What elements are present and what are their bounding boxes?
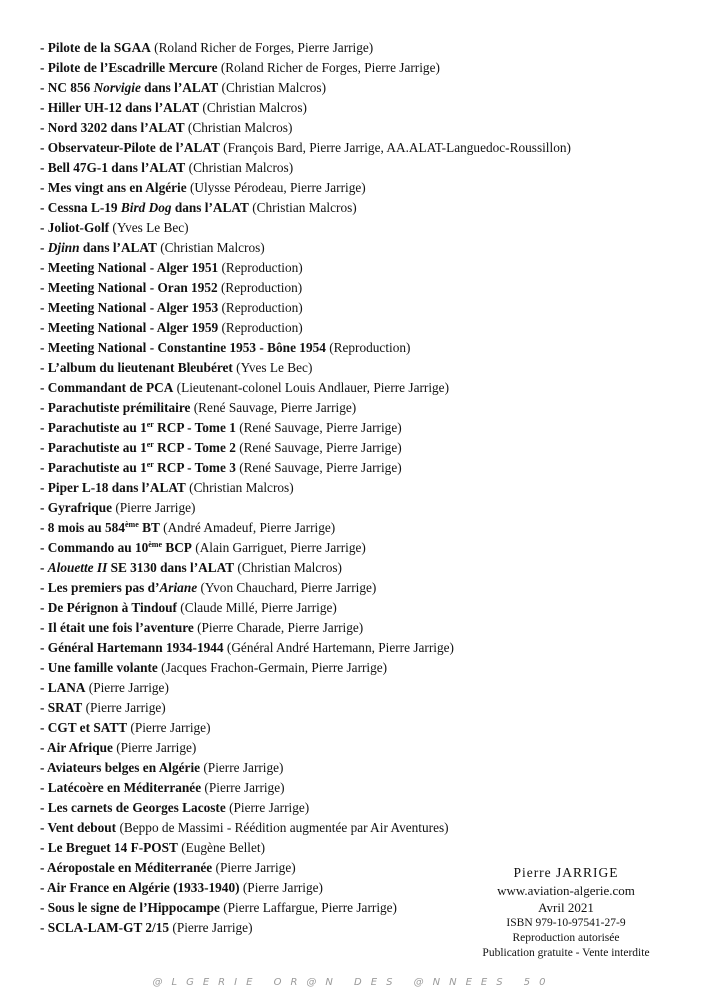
publication-authors: (René Sauvage, Pierre Jarrige) (190, 400, 357, 415)
list-item (40, 138, 690, 158)
publication-authors: (Roland Richer de Forges, Pierre Jarrige) (150, 40, 374, 55)
publication-title: - Air France en Algérie (1933-1940) (40, 880, 240, 895)
list-item (40, 298, 690, 318)
list-item (40, 638, 690, 658)
publication-authors: (Reproduction) (218, 320, 303, 335)
list-item (40, 258, 690, 278)
publication-authors: (Alain Garriguet, Pierre Jarrige) (191, 540, 366, 555)
publication-authors: (Reproduction) (218, 260, 303, 275)
publication-title: - Meeting National - Constantine 1953 - Bône 1954 (40, 340, 326, 355)
publication-authors: (Yves Le Bec) (109, 220, 189, 235)
publication-authors: (Ulysse Pérodeau, Pierre Jarrige) (186, 180, 366, 195)
publication-title: - Parachutiste au 1er RCP - Tome 3 (40, 460, 236, 475)
rights-notice: Reproduction autorisée (512, 932, 620, 944)
publication-title: - CGT et SATT (40, 720, 128, 735)
publication-authors: (François Bard, Pierre Jarrige, AA.ALAT-Languedoc-Roussillon) (219, 140, 571, 155)
list-item (40, 478, 690, 498)
list-item (40, 218, 690, 238)
sale-notice: Publication gratuite - Vente interdite (482, 947, 650, 959)
list-item (40, 418, 690, 438)
publication-title: - Vent debout (40, 820, 117, 835)
publication-authors: (Christian Malcros) (248, 200, 357, 215)
publication-title: - Cessna L-19 Bird Dog dans l’ALAT (40, 200, 249, 215)
publication-authors: (Pierre Jarrige) (112, 500, 196, 515)
publication-authors: (René Sauvage, Pierre Jarrige) (235, 440, 402, 455)
publication-title: - Observateur-Pilote de l’ALAT (40, 140, 220, 155)
publication-authors: (Général André Hartemann, Pierre Jarrige) (223, 640, 454, 655)
list-item (40, 198, 690, 218)
list-item (40, 458, 690, 478)
publication-title: - Commandant de PCA (40, 380, 174, 395)
publication-authors: (René Sauvage, Pierre Jarrige) (235, 460, 402, 475)
publication-title: - Parachutiste prémilitaire (40, 400, 191, 415)
publication-title: - NC 856 Norvigie dans l’ALAT (40, 80, 219, 95)
publication-authors: (Christian Malcros) (185, 480, 294, 495)
publication-title: - Les carnets de Georges Lacoste (40, 800, 226, 815)
publication-title: - Une famille volante (40, 660, 158, 675)
publication-authors: (René Sauvage, Pierre Jarrige) (235, 420, 402, 435)
list-item (40, 318, 690, 338)
publication-authors: (Reproduction) (218, 300, 303, 315)
website-link[interactable]: www.aviation-algerie.com (497, 883, 635, 898)
publication-authors: (Roland Richer de Forges, Pierre Jarrige) (217, 60, 440, 75)
publication-title: - Commando au 10ème BCP (40, 540, 192, 555)
publication-title: - Djinn dans l’ALAT (40, 240, 157, 255)
author-name: Pierre JARRIGE (513, 865, 619, 880)
list-item (40, 578, 690, 598)
publication-authors: (Reproduction) (325, 340, 411, 355)
list-item (40, 438, 690, 458)
publication-authors: (Pierre Jarrige) (201, 780, 285, 795)
publication-title: - Joliot-Golf (40, 220, 110, 235)
publication-authors: (Pierre Jarrige) (225, 800, 310, 815)
list-item (40, 758, 690, 778)
publication-title: - Alouette II SE 3130 dans l’ALAT (40, 560, 235, 575)
list-item (40, 238, 690, 258)
publication-title: - 8 mois au 584ème BT (40, 520, 160, 535)
list-item (40, 358, 690, 378)
list-item (40, 398, 690, 418)
publication-title: - Aviateurs belges en Algérie (40, 760, 201, 775)
colophon (468, 864, 664, 961)
publication-authors: (Christian Malcros) (156, 240, 265, 255)
list-item (40, 538, 690, 558)
list-item (40, 278, 690, 298)
list-item (40, 818, 690, 838)
publication-title: - Air Afrique (40, 740, 113, 755)
list-item (40, 778, 690, 798)
publication-authors: (Christian Malcros) (185, 160, 294, 175)
publication-title: - Nord 3202 dans l’ALAT (40, 120, 185, 135)
list-item (40, 558, 690, 578)
publication-title: - Le Breguet 14 F-POST (40, 840, 178, 855)
publication-authors: (Pierre Jarrige) (112, 740, 197, 755)
publication-title: - Meeting National - Oran 1952 (40, 280, 218, 295)
publication-title: - Parachutiste au 1er RCP - Tome 2 (40, 440, 236, 455)
publication-title: - Sous le signe de l’Hippocampe (40, 900, 220, 915)
publication-date: Avril 2021 (538, 900, 594, 915)
list-item (40, 518, 690, 538)
list-item (40, 678, 690, 698)
list-item (40, 38, 690, 58)
list-item (40, 338, 690, 358)
list-item (40, 698, 690, 718)
publication-title: - Latécoère en Méditerranée (40, 780, 202, 795)
publication-title: - Pilote de l’Escadrille Mercure (40, 60, 218, 75)
publication-authors: (Pierre Jarrige) (82, 700, 166, 715)
publication-authors: (Pierre Jarrige) (239, 880, 323, 895)
publication-authors: (Pierre Jarrige) (200, 760, 284, 775)
publication-title: - SRAT (40, 700, 83, 715)
list-item (40, 118, 690, 138)
publication-title: - Pilote de la SGAA (40, 40, 151, 55)
list-item (40, 618, 690, 638)
page-footer: @LGERIE OR@N DES @NNEES 50 (152, 977, 555, 988)
publication-authors: (Pierre Charade, Pierre Jarrige) (193, 620, 364, 635)
publication-title: - Meeting National - Alger 1953 (40, 300, 219, 315)
isbn: ISBN 979-10-97541-27-9 (506, 917, 626, 929)
list-item (40, 58, 690, 78)
publication-authors: (Pierre Jarrige) (85, 680, 169, 695)
publication-title: - LANA (40, 680, 86, 695)
publication-authors: (Yves Le Bec) (232, 360, 313, 375)
publication-title: - Gyrafrique (40, 500, 113, 515)
publication-authors: (Pierre Jarrige) (127, 720, 211, 735)
list-item (40, 738, 690, 758)
list-item (40, 598, 690, 618)
list-item (40, 658, 690, 678)
publication-title: - Il était une fois l’aventure (40, 620, 194, 635)
publication-title: - Meeting National - Alger 1959 (40, 320, 219, 335)
list-item (40, 158, 690, 178)
publication-authors: (Pierre Laffargue, Pierre Jarrige) (219, 900, 397, 915)
list-item (40, 798, 690, 818)
publication-title: - Bell 47G-1 dans l’ALAT (40, 160, 186, 175)
publication-authors: (Pierre Jarrige) (212, 860, 296, 875)
list-item (40, 98, 690, 118)
publication-title: - SCLA-LAM-GT 2/15 (40, 920, 170, 935)
publication-title: - Meeting National - Alger 1951 (40, 260, 219, 275)
list-item (40, 178, 690, 198)
publication-title: - Parachutiste au 1er RCP - Tome 1 (40, 420, 236, 435)
publication-authors: (Eugène Bellet) (177, 840, 266, 855)
publication-title: - Hiller UH-12 dans l’ALAT (40, 100, 200, 115)
publication-authors: (Beppo de Massimi - Réédition augmentée par Air Aventures) (116, 820, 449, 835)
publication-authors: (Christian Malcros) (234, 560, 342, 575)
list-item (40, 718, 690, 738)
publication-list (40, 38, 690, 938)
publication-authors: (Christian Malcros) (199, 100, 307, 115)
list-item (40, 378, 690, 398)
publication-authors: (Claude Millé, Pierre Jarrige) (176, 600, 337, 615)
publication-title: - De Pérignon à Tindouf (40, 600, 177, 615)
publication-title: - Général Hartemann 1934-1944 (40, 640, 224, 655)
publication-authors: (Pierre Jarrige) (169, 920, 253, 935)
publication-authors: (André Amadeuf, Pierre Jarrige) (159, 520, 336, 535)
publication-authors: (Christian Malcros) (184, 120, 293, 135)
publication-title: - Piper L-18 dans l’ALAT (40, 480, 186, 495)
publication-authors: (Lieutenant-colonel Louis Andlauer, Pierre Jarrige) (173, 380, 450, 395)
publication-authors: (Christian Malcros) (218, 80, 327, 95)
publication-title: - Les premiers pas d’Ariane (40, 580, 198, 595)
publication-authors: (Yvon Chauchard, Pierre Jarrige) (197, 580, 377, 595)
list-item (40, 838, 690, 858)
list-item (40, 78, 690, 98)
list-item (40, 498, 690, 518)
publication-title: - Mes vingt ans en Algérie (40, 180, 187, 195)
publication-authors: (Reproduction) (217, 280, 303, 295)
publication-title: - L’album du lieutenant Bleubéret (40, 360, 233, 375)
publication-authors: (Jacques Frachon-Germain, Pierre Jarrige) (157, 660, 388, 675)
publication-title: - Aéropostale en Méditerranée (40, 860, 213, 875)
